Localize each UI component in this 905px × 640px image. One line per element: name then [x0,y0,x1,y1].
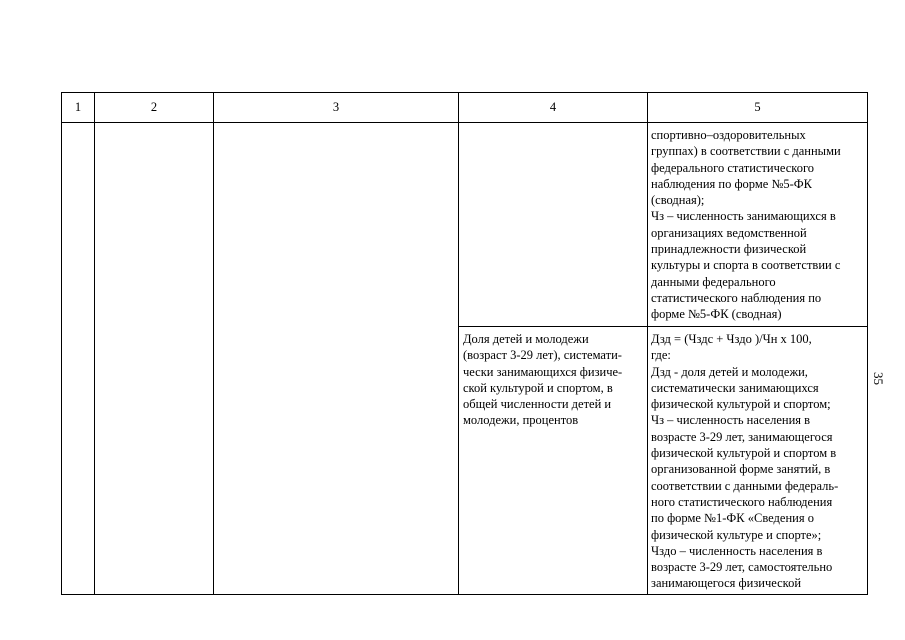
cell-col1 [62,123,95,595]
table-header-row [62,93,868,123]
document-table [61,92,868,595]
table-row [62,123,868,327]
cell-col5-row1 [648,123,868,327]
cell-col5-row2 [648,327,868,595]
cell-col2 [95,123,214,595]
cell-col4-row1 [459,123,648,327]
cell-col3 [214,123,459,595]
column-header-3: 3 [214,93,459,123]
indicator-name-text [459,123,647,127]
calculation-method-text: Дзд = (Чздс + Чздо )/Чн х 100, где: Дзд - доля детей и молодежи, систематически занимающихся физической культурой и спортом; Чз – численность населения в возрасте 3-29 лет, занимающегося физической культурой и спортом в организованной форме занятий, в соответствии с данными федераль- ного статистического наблюдения по форме №1-ФК «Сведения о физической культуре и спорте»; Чздо – численность населения в возрасте 3-29 лет, самостоятельно занимающегося физической [651,332,839,591]
column-header-5: 5 [648,93,868,123]
column-header-2: 2 [95,93,214,123]
indicator-name-text: Доля детей и молодежи (возраст 3-29 лет), системати- чески занимающихся физиче- ской культурой и спортом, в общей численности детей и молодежи, процентов [463,332,623,428]
page-number: 35 [871,372,886,385]
column-header-1: 1 [62,93,95,123]
cell-col4-row2 [459,327,648,595]
column-header-4: 4 [459,93,648,123]
calculation-method-text: спортивно–оздоровительных группах) в соответствии с данными федерального статистического наблюдения по форме №5-ФК (сводная); Чз – численность занимающихся в организациях ведомственной принадлежности физической культуры и спорта в соответствии с данными федерального статистического наблюдения по форме №5-ФК (сводная) [651,128,841,322]
